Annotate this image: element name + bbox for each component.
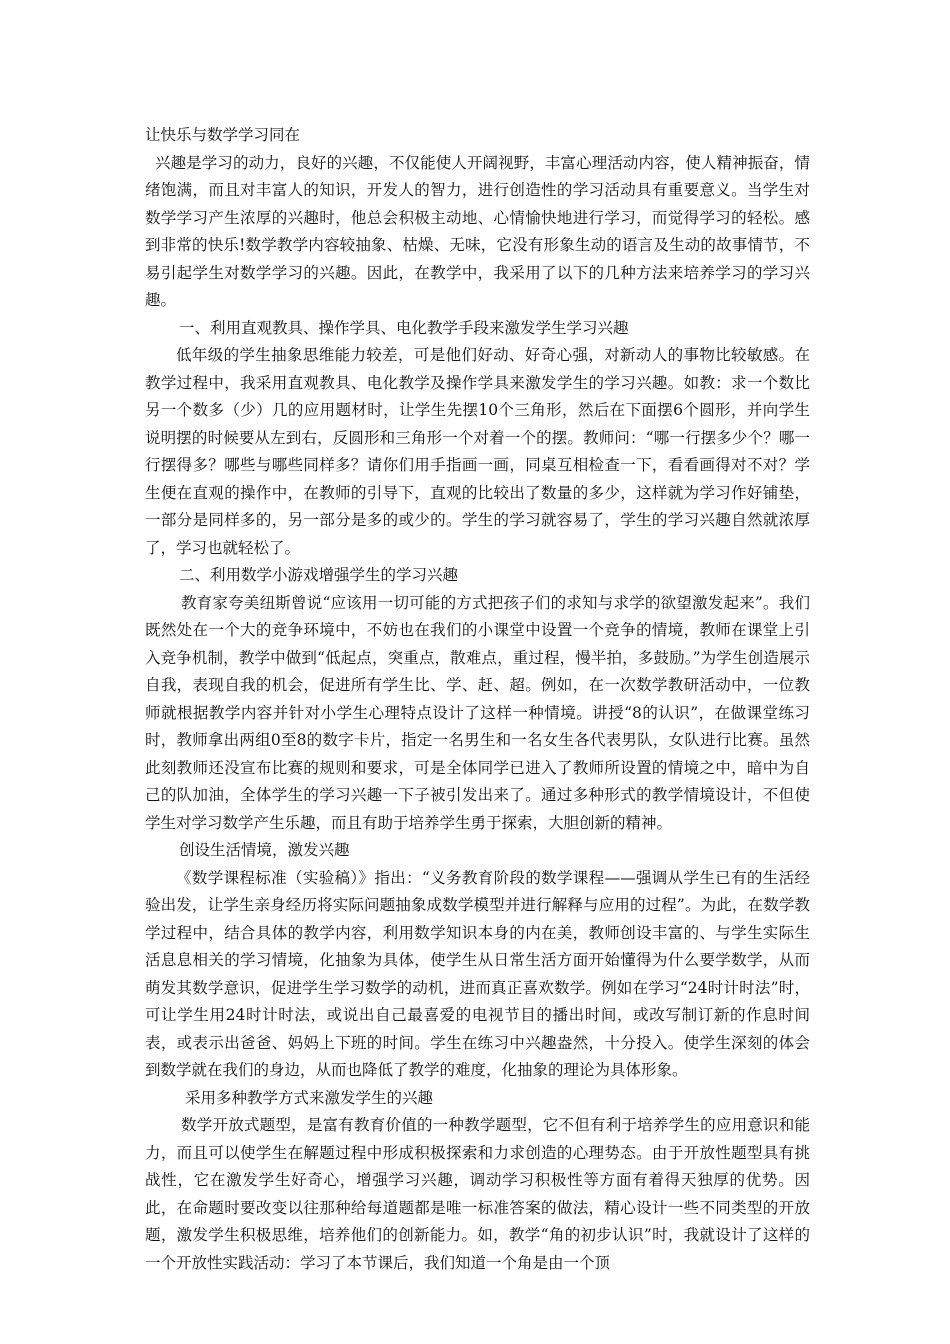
section-1-paragraph: 低年级的学生抽象思维能力较差，可是他们好动、好奇心强，对新动人的事物比较敏感。在教学过程中，我采用直观教具、电化教学及操作学具来激发学生的学习兴趣。如教：求一个数比另一个数多（少）几的应用题材时，让学生先摆10个三角形，然后在下面摆6个圆形，并向学生说明摆的时候要从左到右，反圆形和三角形一个对着一个的摆。教师问：“哪一行摆多少个？哪一行摆得多？哪些与哪些同样多？请你们用手指画一画，同桌互相检查一下，看看画得对不对？学生便在直观的操作中，在教师的引导下，直观的比较出了数量的多少，这样就为学习作好铺垫，一部分是同样多的，另一部分是多的或少的。学生的学习就容易了，学生的学习兴趣自然就浓厚了，学习也就轻松了。 <box>145 346 810 557</box>
section-2-heading: 二、利用数学小游戏增强学生的学习兴趣 <box>179 566 459 584</box>
section-4-paragraph: 数学开放式题型，是富有教育价值的一种教学题型，它不但有利于培养学生的应用意识和能力，而且可以使学生在解题过程中形成积极探索和力求创造的心理势态。由于开放性题型具有挑战性，它在激发学生好奇心，增强学习兴趣，调动学习积极性等方面有着得天独厚的优势。因此，在命题时要改变以往那种给每道题都是唯一标准答案的做法，精心设计一些不同类型的开放题，激发学生积极思维，培养他们的创新能力。如，教学“角的初步认识”时，我就设计了这样的一个开放性实践活动：学习了本节课后，我们知道一个角是由一个顶 <box>145 1116 810 1272</box>
section-1-heading: 一、利用直观教具、操作学具、电化教学手段来激发学生学习兴趣 <box>179 318 629 337</box>
section-2-paragraph: 教育家夸美纽斯曾说“应该用一切可能的方式把孩子们的求知与求学的欲望激发起来”。我们既然处在一个大的竞争环境中，不妨也在我们的小课堂中设置一个竞争的情境，教师在课堂上引入竞争机制，教学中做到“低起点，突重点，散难点，重过程，慢半拍，多鼓励。”为学生创造展示自我，表现自我的机会，促进所有学生比、学、赶、超。例如，在一次数学教研活动中，一位教师就根据教学内容并针对小学生心理特点设计了这样一种情境。讲授“8的认识”，在做课堂练习时，教师拿出两组0至8的数字卡片，指定一名男生和一名女生各代表男队，女队进行比赛。虽然此刻教师还没宣布比赛的规则和要求，可是全体同学已进入了教师所设置的情境之中，暗中为自己的队加油，全体学生的学习兴趣一下子被引发出来了。通过多种形式的教学情境设计，不但使学生对学习数学产生乐趣，而且有助于培养学生勇于探索，大胆创新的精神。 <box>145 593 810 832</box>
section-4-heading: 采用多种教学方式来激发学生的兴趣 <box>185 1088 434 1107</box>
section-3-heading: 创设生活情境，激发兴趣 <box>179 841 350 859</box>
section-3-paragraph: 《数学课程标准（实验稿）》指出：“义务教育阶段的数学课程——强调从学生已有的生活经验出发，让学生亲身经历将实际问题抽象成数学模型并进行解释与应用的过程”。为此，在数学教学过程中，结合具体的教学内容，利用数学知识本身的内在美，教师创设丰富的、与学生实际生活息息相关的学习情境，化抽象为具体，使学生从日常生活方面开始懂得为什么要学数学，从而萌发其数学意识，促进学生学习数学的动机，进而真正喜欢数学。例如在学习“24时计时法”时，可让学生用24时计时法，或说出自己最喜爱的电视节目的播出时间，或改写制订新的作息时间表，或表示出爸爸、妈妈上下班的时间。学生在练习中兴趣盎然，十分投入。使学生深刻的体会到数学就在我们的身边，从而也降低了教学的难度，化抽象的理论为具体形象。 <box>145 868 810 1079</box>
intro-paragraph: 兴趣是学习的动力，良好的兴趣，不仅能使人开阔视野，丰富心理活动内容，使人精神振奋，情绪饱满，而且对丰富人的知识，开发人的智力，进行创造性的学习活动具有重要意义。当学生对数学学习产生浓厚的兴趣时，他总会积极主动地、心情愉快地进行学习，而觉得学习的轻松。感到非常的快乐!数学教学内容较抽象、枯燥、无味，它没有形象生动的语言及生动的故事情节，不易引起学生对数学学习的兴趣。因此，在教学中，我采用了以下的几种方法来培养学习的学习兴趣。 <box>145 153 810 309</box>
document-title: 让快乐与数学学习同在 <box>145 126 301 144</box>
